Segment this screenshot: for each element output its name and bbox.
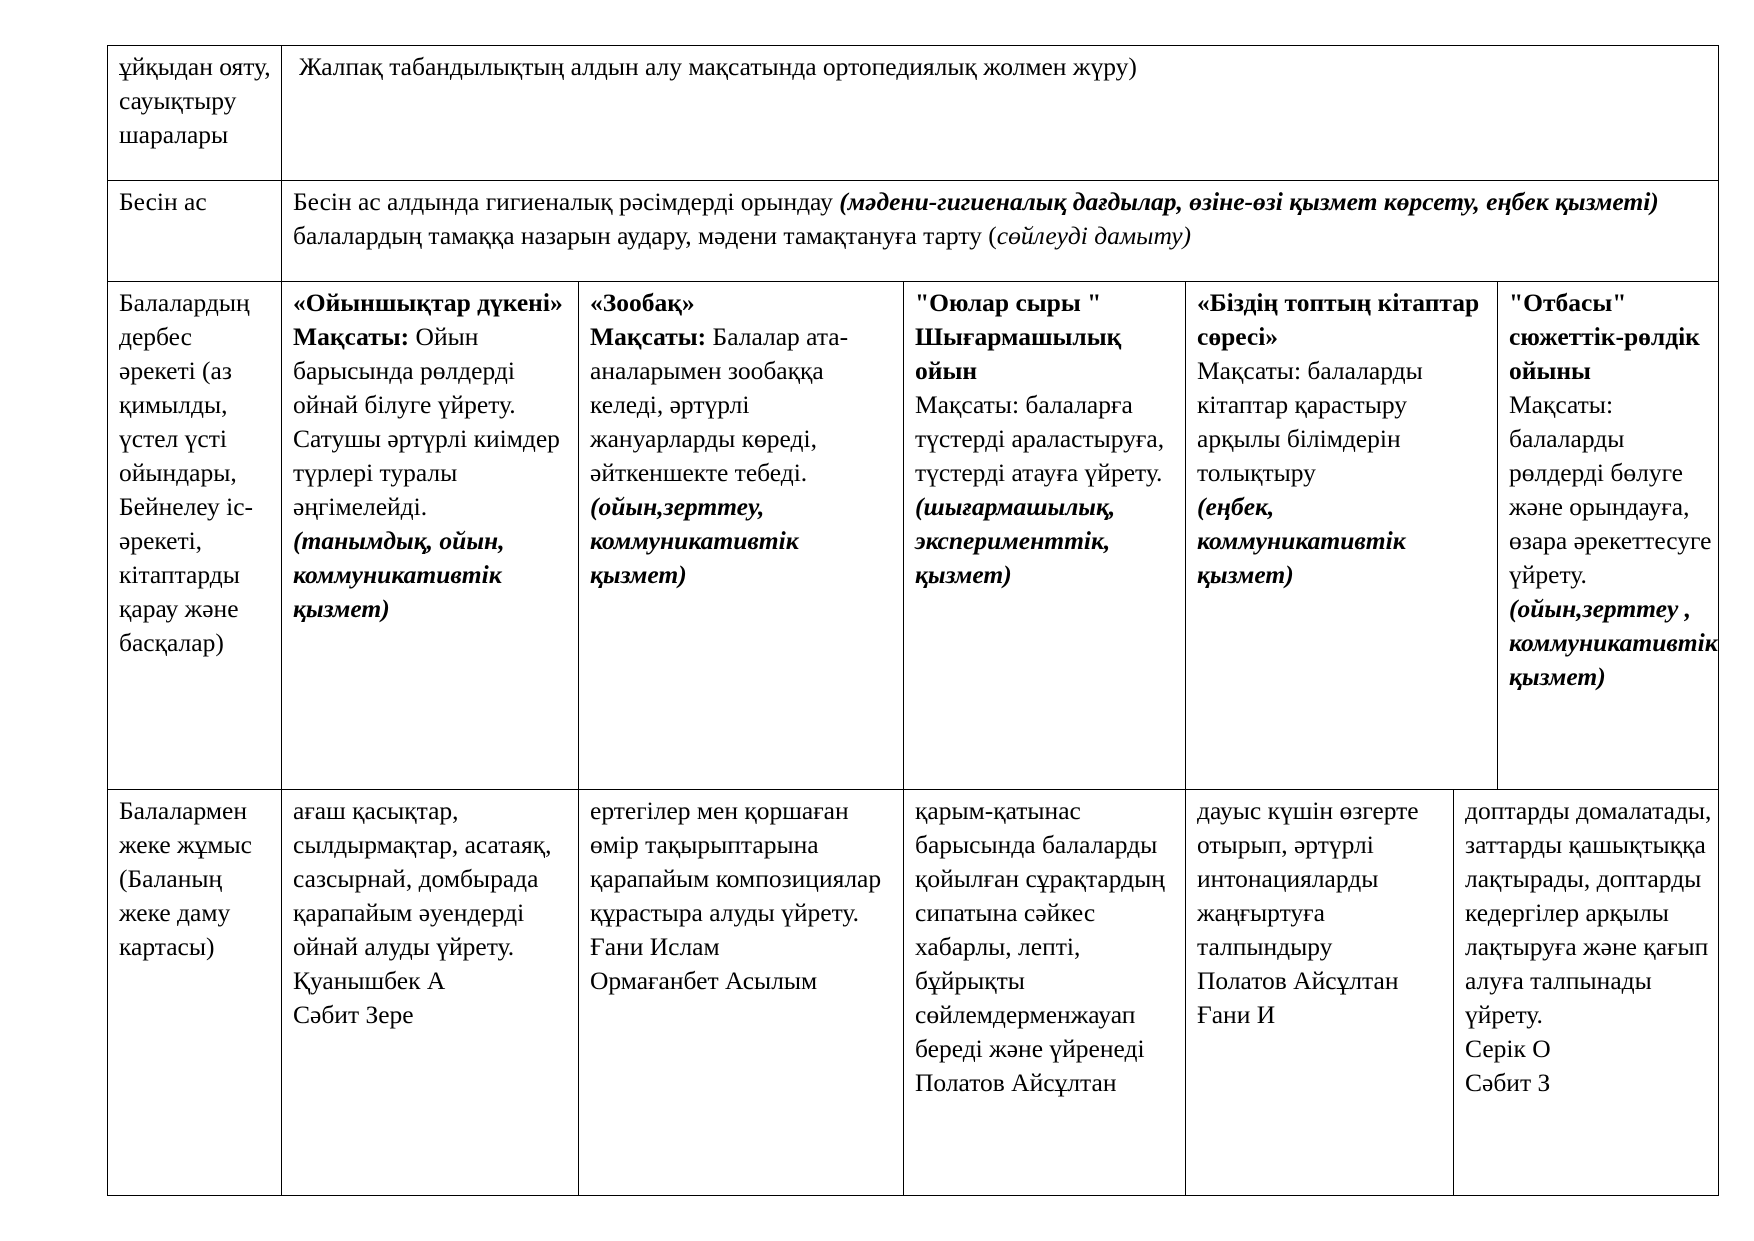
activity-title: «Біздің топтың кітаптар сөресі» <box>1197 288 1480 351</box>
activity-title: «Ойыншықтар дүкені» <box>293 288 563 317</box>
row-label-snack <box>108 181 281 281</box>
activity-tags: (шығармашылық, эксперименттік, қызмет) <box>915 492 1116 589</box>
label-text: Бесін ас <box>119 187 207 216</box>
activity-tags: (ойын,зерттеу , коммуникативтік қызмет) <box>1509 594 1718 691</box>
row-label-individual <box>108 790 281 1195</box>
snack-speech: сөйлеуді дамыту) <box>996 221 1192 250</box>
child-name: Полатов Айсұлтан <box>1197 966 1399 995</box>
child-name: Ғани И <box>1197 1000 1276 1029</box>
activity-goal: Мақсаты: балаларға түстерді араластыруға, түстерді атауға үйрету. <box>915 390 1165 487</box>
activity-cell-4 <box>1186 282 1497 789</box>
activity-tags: (танымдық, ойын, коммуникативтік қызмет) <box>293 526 505 623</box>
row-label-activity <box>108 282 281 789</box>
label-text: Балалардың дербес әрекеті (аз қимылды, үстел үсті ойындары, Бейнелеу іс- әрекеті, кітаптарды қарау және басқалар) <box>119 288 253 657</box>
individual-task: ертегілер мен қоршаған өмір тақырыптарына қарапайым композициялар құрастыра алуды үйрету. <box>590 796 882 927</box>
activity-goal: Ойын барысында рөлдерді ойнай білуге үйрету. Сатушы әртүрлі киімдер түрлері туралы әңгімелейді. <box>293 322 560 521</box>
child-name: Сәбит Зере <box>293 1000 414 1029</box>
activity-item <box>293 286 568 626</box>
snack-text <box>293 185 1704 253</box>
activity-tags: (еңбек, коммуникативтік қызмет) <box>1197 492 1406 589</box>
snack-content <box>282 181 1718 281</box>
activity-tags: (ойын,зерттеу, коммуникативтік қызмет) <box>590 492 799 589</box>
individual-cell-3 <box>904 790 1185 1195</box>
individual-task: ағаш қасықтар, сылдырмақтар, асатаяқ, сазсырнай, домбырада қарапайым әуендерді ойнай алуды үйрету. <box>293 796 552 961</box>
individual-cell-2 <box>579 790 903 1195</box>
snack-text-part: балалардың тамаққа назарын аудару, мәдени тамақтануға тарту ( <box>293 221 997 250</box>
child-name: Сәбит З <box>1465 1068 1551 1097</box>
activity-goal: Мақсаты: балаларды рөлдерді бөлуге және орындауға, өзара әрекеттесуге үйрету. <box>1509 390 1712 589</box>
activity-title: «Зообақ» <box>590 288 695 317</box>
activity-title: "Отбасы" сюжеттік-рөлдік ойыны <box>1509 288 1700 385</box>
wake-text: Жалпақ табандылықтың алдын алу мақсатында ортопедиялық жолмен жүру) <box>299 52 1137 81</box>
individual-cell-4 <box>1186 790 1453 1195</box>
activity-cell-3 <box>904 282 1185 789</box>
child-name: Полатов Айсұлтан <box>915 1068 1117 1097</box>
activity-goal: Балалар ата-аналарымен зообаққа келеді, әртүрлі жануарларды көреді, әйткеншекте тебеді. <box>590 322 849 487</box>
snack-skills: (мәдени-гигиеналық дағдылар, өзіне-өзі қызмет көрсету, еңбек қызметі) <box>839 187 1659 216</box>
goal-label: Мақсаты: <box>590 322 707 351</box>
label-text: ұйқыдан ояту, сауықтыру шаралары <box>119 52 271 149</box>
snack-text-part: Бесін ас алдында гигиеналық рәсімдерді орындау <box>293 187 840 216</box>
activity-item <box>915 286 1175 592</box>
individual-cell-5 <box>1454 790 1718 1195</box>
activity-cell-5 <box>1498 282 1718 789</box>
activity-cell-2 <box>579 282 903 789</box>
child-name: Қуанышбек А <box>293 966 446 995</box>
child-name: Ормағанбет Асылым <box>590 966 818 995</box>
individual-task: доптарды домалатады, заттарды қашықтыққа лақтырады, доптарды кедергілер арқылы лақтыруға және қағып алуға талпынады үйрету. <box>1465 796 1712 1029</box>
individual-cell-1 <box>282 790 578 1195</box>
activity-item <box>1509 286 1718 694</box>
label-text: Балалармен жеке жұмыс (Баланың жеке даму картасы) <box>119 796 253 961</box>
activity-cell-1 <box>282 282 578 789</box>
activity-item <box>1197 286 1487 592</box>
goal-label: Мақсаты: <box>293 322 410 351</box>
activity-goal: Мақсаты: балаларды кітаптар қарастыру арқылы білімдерін толықтыру <box>1197 356 1423 487</box>
table-border-right <box>1718 45 1719 1196</box>
row-label-wake <box>108 46 281 180</box>
activity-item <box>590 286 893 592</box>
child-name: Ғани Ислам <box>590 932 720 961</box>
activity-title: "Оюлар сыры " Шығармашылық ойын <box>915 288 1122 385</box>
table-border-bottom <box>107 1195 1719 1196</box>
individual-task: дауыс күшін өзгерте отырып, әртүрлі интонацияларды жаңғыртуға талпындыру <box>1197 796 1419 961</box>
individual-task: қарым-қатынас барысында балаларды қойылған сұрақтардың сипатына сәйкес хабарлы, лепті, бұйрықты сөйлемдерменжауап береді және үйренеді <box>915 796 1165 1063</box>
child-name: Серік О <box>1465 1034 1551 1063</box>
wake-content <box>282 46 1718 180</box>
